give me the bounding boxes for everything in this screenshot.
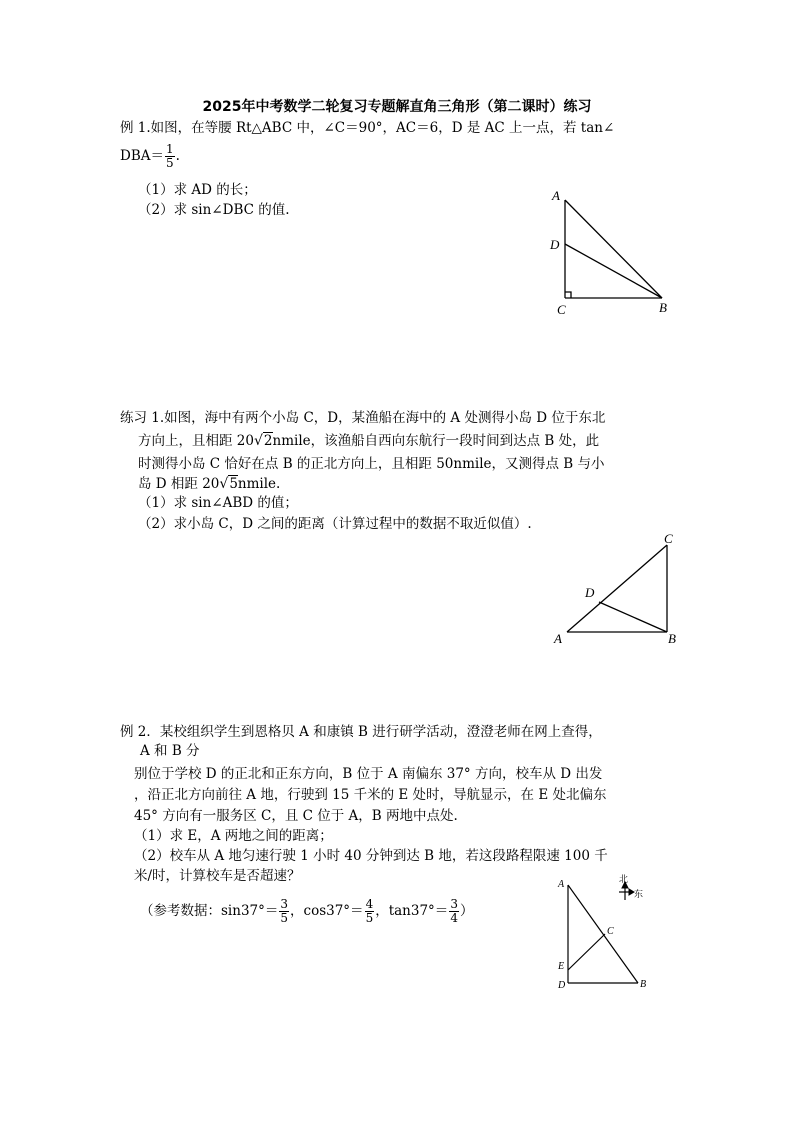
- sqrt-2: √2: [253, 433, 273, 449]
- ex1-label-a: A: [552, 188, 560, 203]
- ex1-label-d: D: [550, 237, 560, 252]
- ex1-line2-pre: DBA＝: [120, 148, 164, 164]
- ex1-question-1: （1）求 AD 的长；: [138, 182, 257, 198]
- pr1-line1: 练习 1.如图，海中有两个小岛 C，D，某渔船在海中的 A 处测得小岛 D 位于东北: [120, 410, 606, 426]
- page-title: 2025年中考数学二轮复习专题解直角三角形（第二课时）练习: [202, 99, 592, 115]
- ex2-line5: 45° 方向有一服务区 C，且 C 位于 A，B 两地中点处.: [134, 808, 458, 824]
- ex2-line1: 例 2．某校组织学生到恩格贝 A 和康镇 B 进行研学活动，澄澄老师在网上查得，: [120, 724, 602, 740]
- ex2-label-e: E: [558, 961, 565, 972]
- ex2-line2: A 和 B 分: [140, 743, 200, 759]
- sqrt-5: √5: [219, 476, 238, 492]
- compass-north-label: 北: [619, 875, 629, 885]
- ex1-question-2: （2）求 sin∠DBC 的值.: [138, 202, 290, 218]
- ex1-label-b: B: [659, 300, 667, 315]
- ex1-fraction: $\frac{1}{5}$: [166, 142, 174, 170]
- ex2-question-2b: 米/时，计算校车是否超速？: [134, 868, 301, 884]
- ex2-question-2a: （2）校车从 A 地匀速行驶 1 小时 40 分钟到达 B 地，若这段路程限速 100 千: [134, 848, 608, 864]
- cos-fraction: $\frac{4}{5}$: [365, 897, 374, 925]
- ex2-label-c: C: [607, 926, 614, 937]
- ex2-line4: ，沿正北方向前往 A 地，行驶到 15 千米的 E 处时，导航显示，在 E 处北偏东: [134, 787, 607, 803]
- ex1-triangle-figure: [540, 185, 680, 320]
- ex2-label-b: B: [640, 979, 647, 990]
- sin-fraction: $\frac{3}{5}$: [280, 897, 289, 925]
- pr1-line2: 方向上，且相距 20√2nmile，该渔船自西向东航行一段时间到达点 B 处，此: [138, 433, 600, 449]
- ex1-label-c: C: [557, 302, 566, 317]
- pr1-line4: 岛 D 相距 20√5nmile.: [138, 476, 281, 492]
- pr1-label-d: D: [585, 585, 595, 600]
- pr1-label-a: A: [554, 631, 562, 646]
- ex2-label-a: A: [558, 879, 565, 890]
- pr1-label-b: B: [668, 631, 676, 646]
- ex1-line1: 例 1.如图，在等腰 Rt△ABC 中，∠C＝90°，AC＝6，D 是 AC 上一点，若 tan∠: [120, 120, 615, 136]
- pr1-label-c: C: [664, 531, 673, 546]
- pr1-question-1: （1）求 sin∠ABD 的值；: [138, 495, 298, 511]
- pr1-triangle-figure: [550, 530, 690, 648]
- tan-fraction: $\frac{3}{4}$: [450, 897, 458, 925]
- ex2-map-figure: [550, 870, 670, 995]
- pr1-question-2: （2）求小岛 C，D 之间的距离（计算过程中的数据不取近似值）.: [138, 516, 532, 532]
- ex2-question-1: （1）求 E，A 两地之间的距离；: [134, 828, 333, 844]
- compass-east-label: 东: [634, 890, 644, 900]
- ex2-line3: 别位于学校 D 的正北和正东方向，B 位于 A 南偏东 37° 方向，校车从 D 出发: [134, 766, 603, 782]
- ex2-reference-data: （参考数据：sin37°＝ $\frac{3}{5}$ ，cos37°＝ $\frac{4}{5}$ ，tan37°＝ $\frac{3}{4}$ ）: [140, 897, 474, 925]
- pr1-line3: 时测得小岛 C 恰好在点 B 的正北方向上，且相距 50nmile，又测得点 B 与小: [138, 456, 605, 472]
- ex2-label-d: D: [558, 980, 566, 991]
- ex1-line2: DBA＝ $\frac{1}{5}$ .: [120, 142, 180, 170]
